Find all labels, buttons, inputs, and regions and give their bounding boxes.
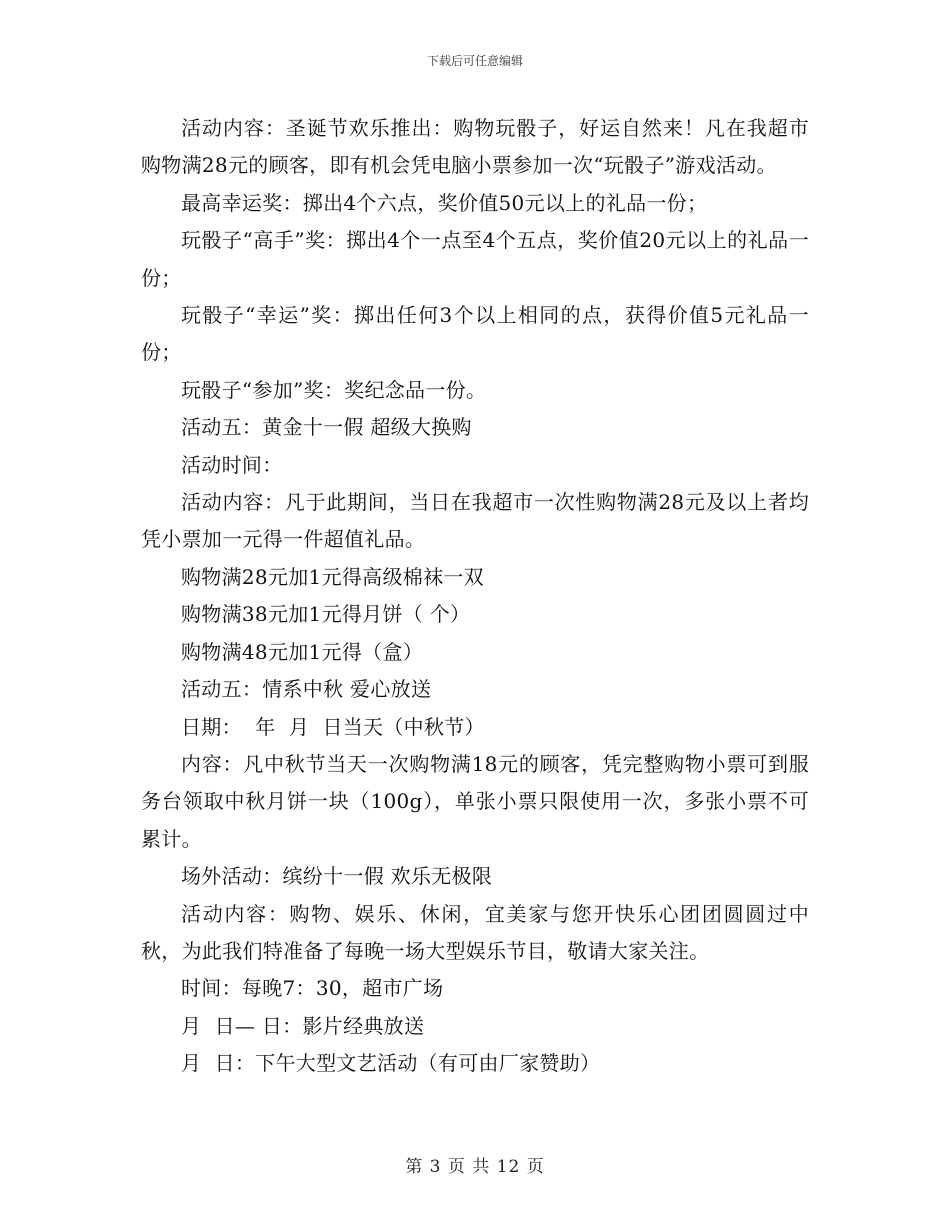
paragraph-lucky-prize: 玩骰子“幸运”奖：掷出任何3个以上相同的点，获得价值5元礼品一份； xyxy=(141,303,809,365)
paragraph-exchange-48: 购物满48元加1元得（盒） xyxy=(181,639,424,664)
paragraph-activity-time: 活动时间： xyxy=(181,452,283,477)
page-number-footer: 第 3 页 共 12 页 xyxy=(405,1157,545,1177)
page-header: 下载后可任意编辑 xyxy=(426,54,523,68)
paragraph-exchange-38: 购物满38元加1元得月饼（ 个） xyxy=(181,602,471,627)
paragraph-film-schedule: 月 日— 日：影片经典放送 xyxy=(181,1013,425,1038)
paragraph-activity-content: 活动内容：圣诞节欢乐推出：购物玩骰子，好运自然来！凡在我超市购物满28元的顾客，即有机会凭电脑小票参加一次“玩骰子”游戏活动。 xyxy=(141,116,809,178)
paragraph-outdoor-content: 活动内容：购物、娱乐、休闲，宜美家与您开快乐心团团圆圆过中秋，为此我们特准备了每晚一场大型娱乐节目，敬请大家关注。 xyxy=(141,901,809,963)
paragraph-expert-prize: 玩骰子“高手”奖：掷出4个一点至4个五点，奖价值20元以上的礼品一份； xyxy=(141,228,809,290)
paragraph-participation-prize: 玩骰子“参加”奖：奖纪念品一份。 xyxy=(181,377,487,402)
paragraph-top-lucky-prize: 最高幸运奖：掷出4个六点，奖价值50元以上的礼品一份； xyxy=(181,190,708,215)
paragraph-art-schedule: 月 日：下午大型文艺活动（有可由厂家赞助） xyxy=(181,1051,601,1076)
paragraph-evening-time: 时间：每晚7：30，超市广场 xyxy=(181,976,444,1001)
document-body xyxy=(141,110,809,1083)
paragraph-mooncake-content: 内容：凡中秋节当天一次购物满18元的顾客，凭完整购物小票可到服务台领取中秋月饼一块（100g），单张小票只限使用一次，多张小票不可累计。 xyxy=(141,751,809,851)
paragraph-exchange-28: 购物满28元加1元得高级棉袜一双 xyxy=(181,564,484,589)
paragraph-outdoor-title: 场外活动：缤纷十一假 欢乐无极限 xyxy=(181,864,493,889)
paragraph-mid-autumn-title: 活动五：情系中秋 爱心放送 xyxy=(181,677,432,702)
paragraph-exchange-content: 活动内容：凡于此期间，当日在我超市一次性购物满28元及以上者均凭小票加一元得一件超值礼品。 xyxy=(141,490,809,552)
paragraph-activity-five-title: 活动五：黄金十一假 超级大换购 xyxy=(181,415,472,440)
paragraph-date: 日期： 年 月 日当天（中秋节） xyxy=(181,714,485,739)
